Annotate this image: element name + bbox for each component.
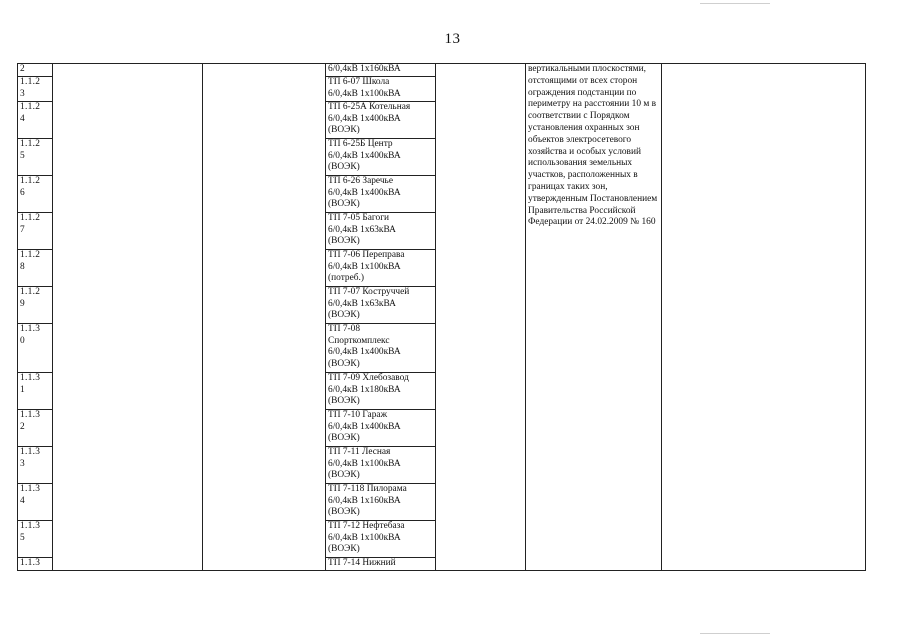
col-e-cell: [436, 64, 526, 571]
table-row: [18, 64, 866, 77]
row-number: 1.1.3 4: [18, 483, 53, 520]
substation-cell: ТП 7-09 Хлебозавод 6/0,4кВ 1х180кВА (ВОЭК): [326, 372, 436, 409]
scan-edge-mark-top: [700, 0, 770, 4]
row-number: 1.1.2 4: [18, 101, 53, 138]
scan-edge-mark-bottom: [700, 633, 770, 637]
row-number: 1.1.2 5: [18, 138, 53, 175]
table-body: [18, 64, 866, 571]
substation-cell: ТП 7-07 Коструччей 6/0,4кВ 1х63кВА (ВОЭК): [326, 286, 436, 323]
row-number: 1.1.3 0: [18, 323, 53, 372]
page-number: 13: [444, 31, 461, 47]
substation-cell: ТП 7-05 Багоги 6/0,4кВ 1х63кВА (ВОЭК): [326, 212, 436, 249]
row-number: 1.1.3 1: [18, 372, 53, 409]
substation-cell: ТП 7-10 Гараж 6/0,4кВ 1х400кВА (ВОЭК): [326, 409, 436, 446]
col-b-cell: [53, 64, 203, 571]
zones-table: [17, 63, 866, 571]
row-number: 1.1.3 3: [18, 446, 53, 483]
row-number: 1.1.3: [18, 557, 53, 570]
substation-cell: ТП 6-25Б Центр 6/0,4кВ 1х400кВА (ВОЭК): [326, 138, 436, 175]
protection-zone-description: вертикальными плоскостями, отстоящими от всех сторон ограждения подстанции по периметру на расстоянии 10 м в соответствии с Порядком установления охранных зон объектов электросетевого хозяйства и особых условий использования земельных участков, расположенных в границах таких зон, утвержденным Постановлением Правительства Российской Федерации от 24.02.2009 № 160: [526, 64, 662, 571]
row-number: 1.1.2 6: [18, 175, 53, 212]
row-number: 2: [18, 64, 53, 77]
substation-cell: ТП 7-06 Переправа 6/0,4кВ 1х100кВА (потреб.): [326, 249, 436, 286]
row-number: 1.1.2 3: [18, 76, 53, 101]
col-c-cell: [203, 64, 326, 571]
substation-cell: ТП 7-12 Нефтебаза 6/0,4кВ 1х100кВА (ВОЭК): [326, 520, 436, 557]
row-number: 1.1.2 9: [18, 286, 53, 323]
substation-cell: ТП 7-08 Спорткомплекс 6/0,4кВ 1х400кВА (ВОЭК): [326, 323, 436, 372]
row-number: 1.1.3 5: [18, 520, 53, 557]
substation-cell: ТП 7-14 Нижний: [326, 557, 436, 570]
row-number: 1.1.2 7: [18, 212, 53, 249]
substation-cell: ТП 6-26 Заречье 6/0,4кВ 1х400кВА (ВОЭК): [326, 175, 436, 212]
substation-cell: ТП 7-11 Лесная 6/0,4кВ 1х100кВА (ВОЭК): [326, 446, 436, 483]
substation-cell: ТП 6-07 Школа 6/0,4кВ 1х100кВА: [326, 76, 436, 101]
row-number: 1.1.2 8: [18, 249, 53, 286]
row-number: 1.1.3 2: [18, 409, 53, 446]
substation-cell: 6/0,4кВ 1х160кВА: [326, 64, 436, 77]
substation-cell: ТП 7-118 Пилорама 6/0,4кВ 1х160кВА (ВОЭК): [326, 483, 436, 520]
substation-cell: ТП 6-25А Котельная 6/0,4кВ 1х400кВА (ВОЭК): [326, 101, 436, 138]
col-g-cell: [662, 64, 866, 571]
